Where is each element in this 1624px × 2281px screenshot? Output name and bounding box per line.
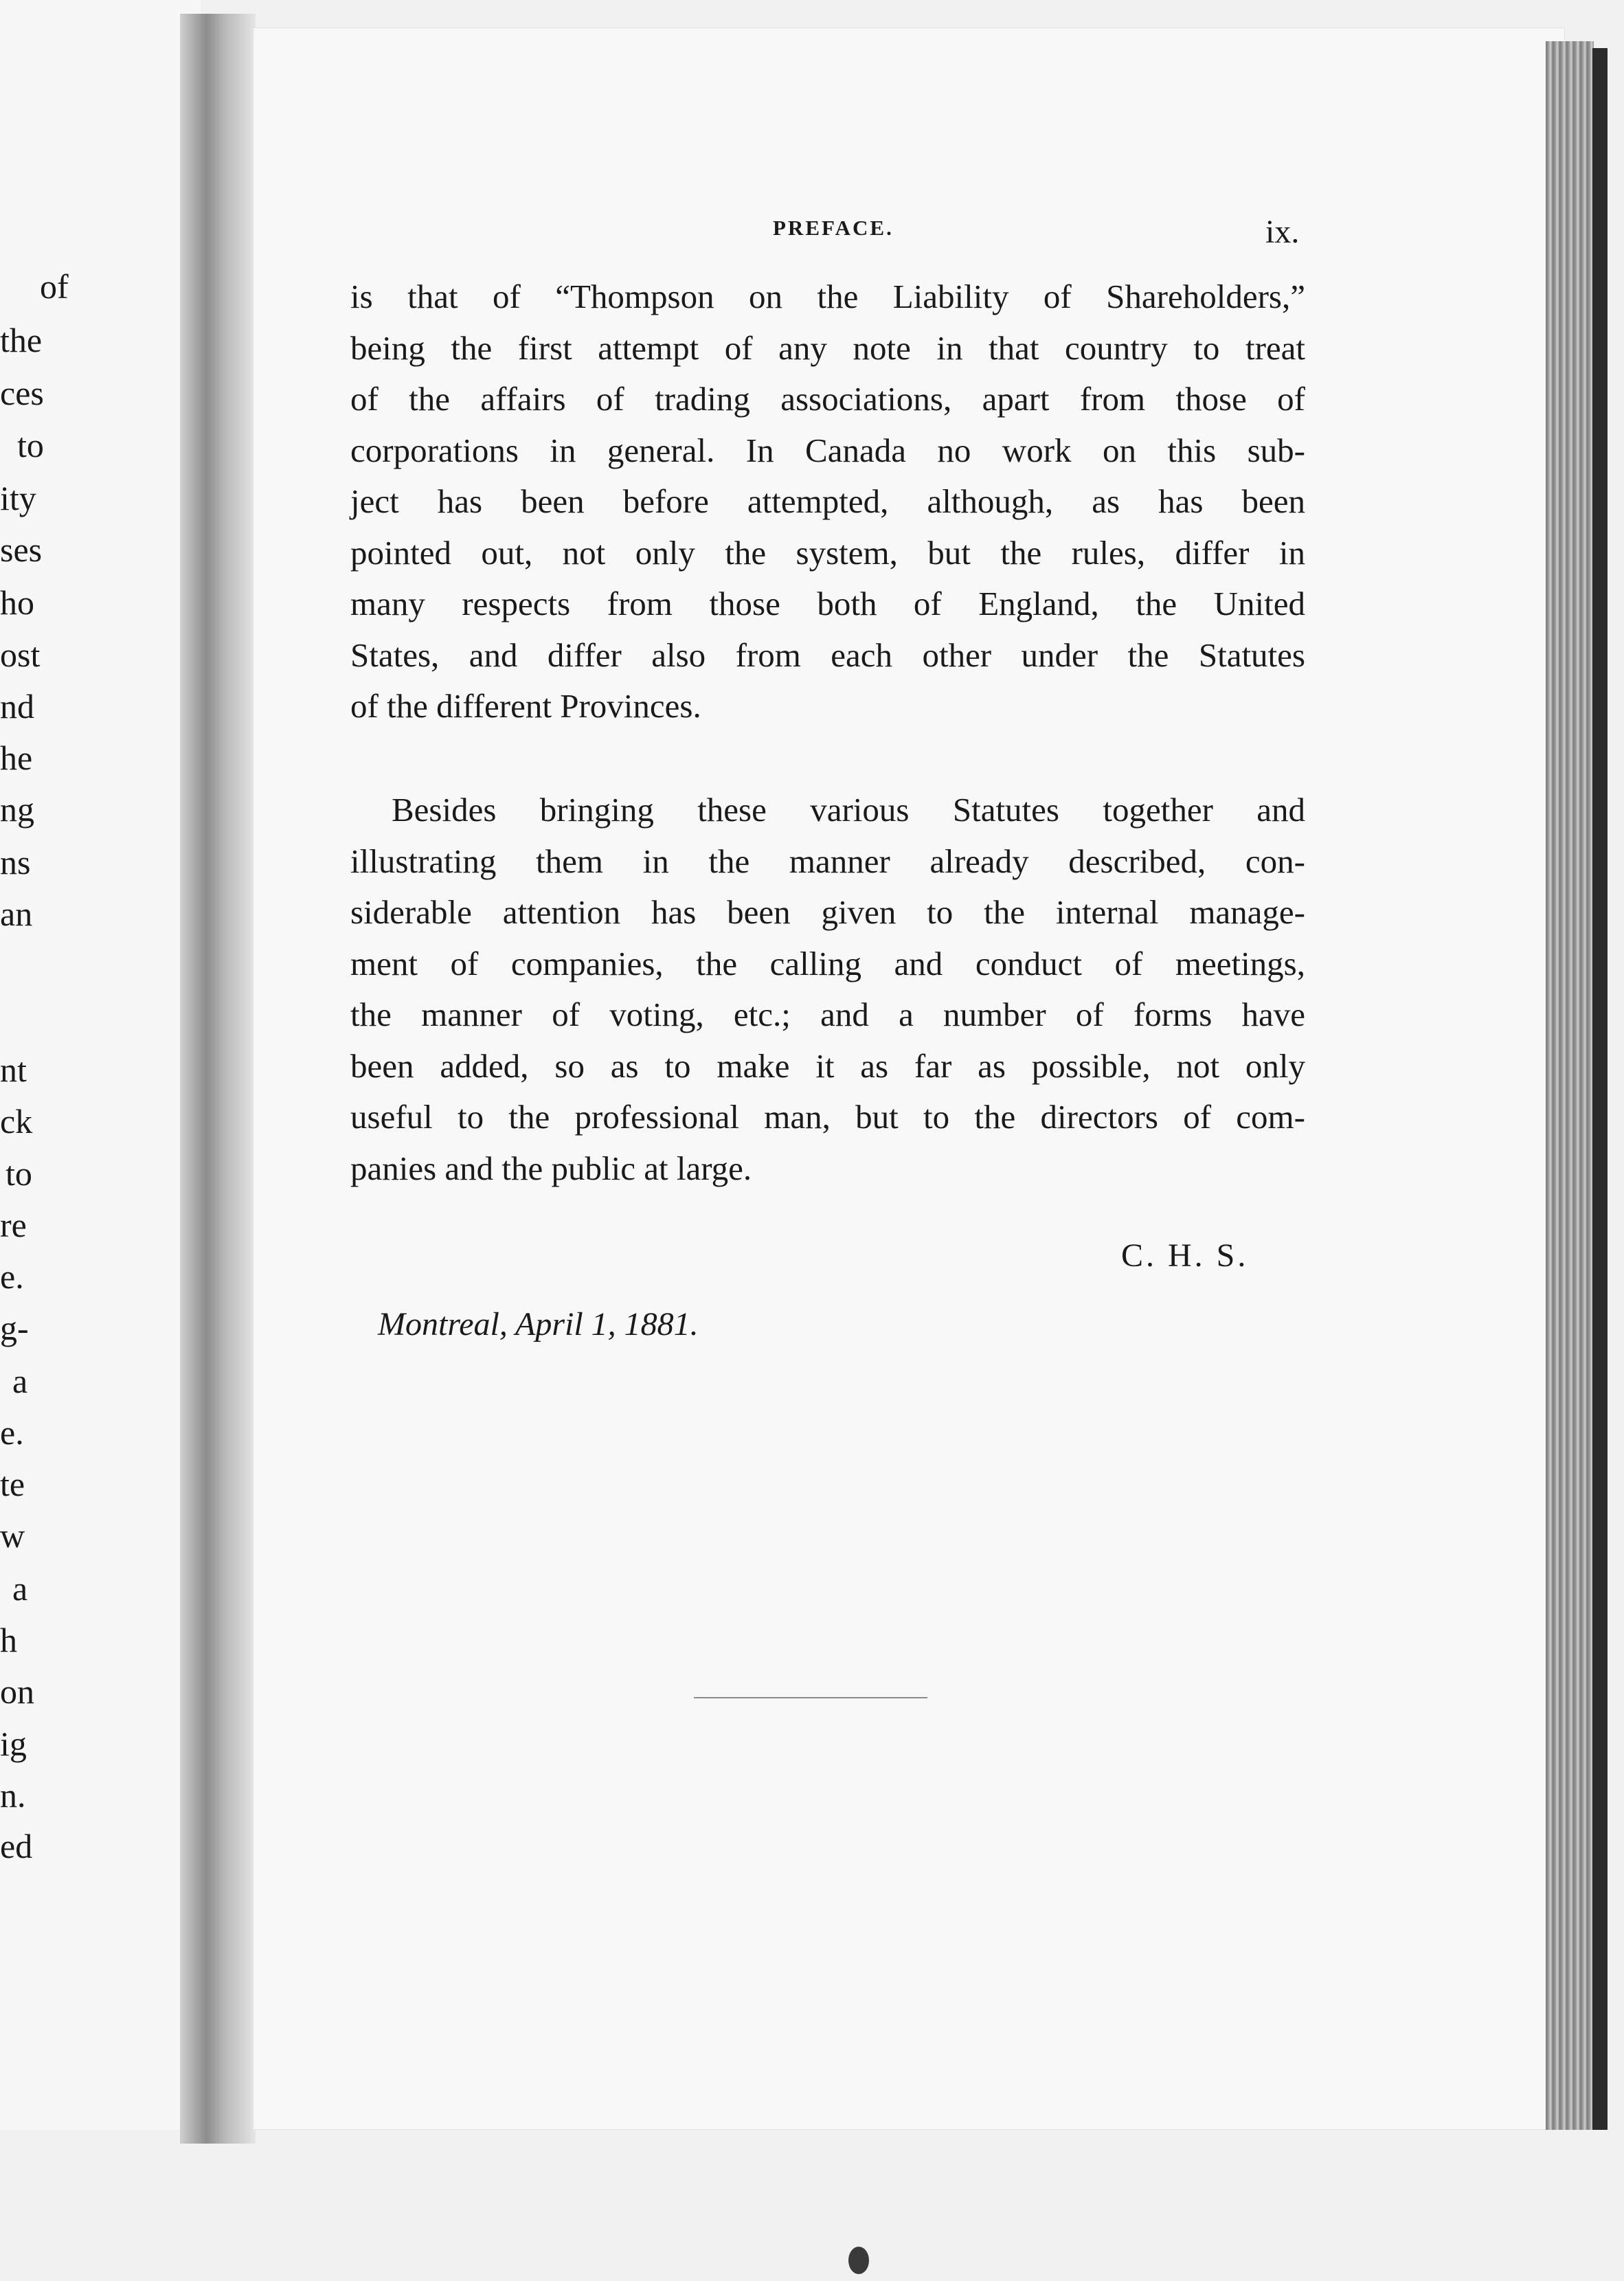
gutter-shadow — [180, 14, 256, 2144]
scan-speck — [848, 2247, 869, 2274]
text-line: corporations in general. In Canada no work on this sub- — [350, 431, 1305, 469]
text-line: ject has been before attempted, although, as has been — [350, 482, 1305, 520]
paragraph-1 — [350, 271, 1305, 732]
text-line: many respects from those both of England, the United — [350, 585, 1305, 622]
text-line: being the first attempt of any note in that country to treat — [350, 328, 1305, 367]
page-number: ix. — [1265, 214, 1300, 250]
text-line: siderable attention has been given to the internal manage- — [350, 893, 1305, 931]
page-edges — [1546, 41, 1594, 2130]
text-line: States, and differ also from each other under the Statutes — [350, 636, 1305, 674]
text-line: of the different Provinces. — [350, 687, 701, 725]
closing-rule — [694, 1697, 927, 1698]
running-head: PREFACE. — [773, 216, 894, 240]
text-line: ment of companies, the calling and conduct of meetings, — [350, 944, 1305, 982]
text-line: useful to the professional man, but to the directors of com- — [350, 1098, 1305, 1136]
paragraph-2 — [350, 785, 1305, 1194]
signature-initials: C. H. S. — [1121, 1237, 1249, 1274]
text-line: of the affairs of trading associations, apart from those of — [350, 380, 1305, 418]
text-line: the manner of voting, etc.; and a number of forms have — [350, 996, 1305, 1033]
dateline: Montreal, April 1, 1881. — [378, 1306, 699, 1342]
text-line: illustrating them in the manner already described, con- — [350, 842, 1305, 880]
page-edge-shadow — [1592, 48, 1608, 2130]
text-line: is that of “Thompson on the Liability of Shareholders,” — [350, 278, 1305, 315]
left-page-text-fragments: of the ces to ity ses ho ost nd he ng ns an nt ck to re e. g- a e. te w a h on ig n. ed — [0, 267, 69, 1865]
text-line: Besides bringing these various Statutes together and — [392, 791, 1305, 829]
text-line: been added, so as to make it as far as possible, not only — [350, 1046, 1305, 1085]
text-line: panies and the public at large. — [350, 1149, 752, 1187]
text-line: pointed out, not only the system, but the rules, differ in — [350, 533, 1305, 572]
